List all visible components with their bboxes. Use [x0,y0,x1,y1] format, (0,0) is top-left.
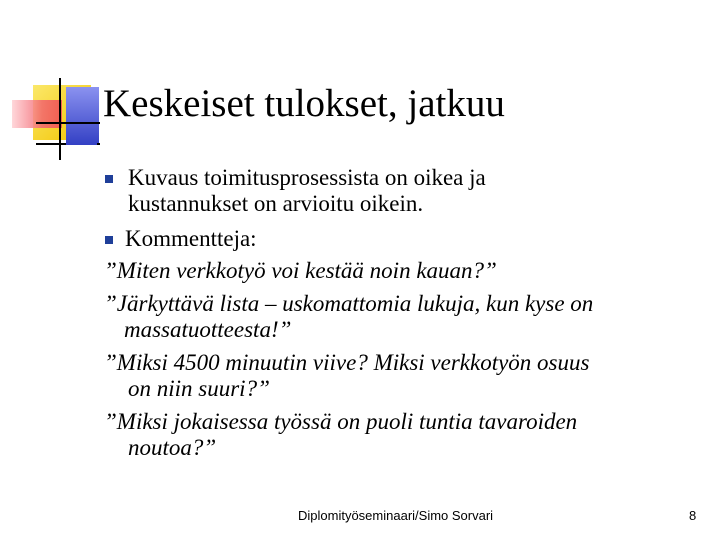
quote-1-line-1: ”Miten verkkotyö voi kestää noin kauan?” [104,258,497,283]
quote-3-line-2: on niin suuri?” [128,376,270,401]
page-number: 8 [689,508,697,523]
quote-4-line-2: noutoa?” [128,435,217,460]
quote-2-line-2: massatuotteesta!” [124,317,292,342]
slide-title: Keskeiset tulokset, jatkuu [103,82,505,125]
bullet-2-line-1: Kommentteja: [125,226,257,251]
bullet-1-line-2: kustannukset on arvioitu oikein. [128,191,424,216]
square-bullet-icon [105,175,113,183]
quote-3-line-1: ”Miksi 4500 minuutin viive? Miksi verkkotyön osuus [104,350,590,375]
square-bullet-icon [105,236,113,244]
footer-center-text: Diplomityöseminaari/Simo Sorvari [298,508,494,523]
bullet-1-line-1: Kuvaus toimitusprosessista on oikea ja [128,165,486,190]
quote-2-line-1: ”Järkyttävä lista – uskomattomia lukuja, kun kyse on [104,291,594,316]
quote-4-line-1: ”Miksi jokaisessa työssä on puoli tuntia tavaroiden [104,409,578,434]
